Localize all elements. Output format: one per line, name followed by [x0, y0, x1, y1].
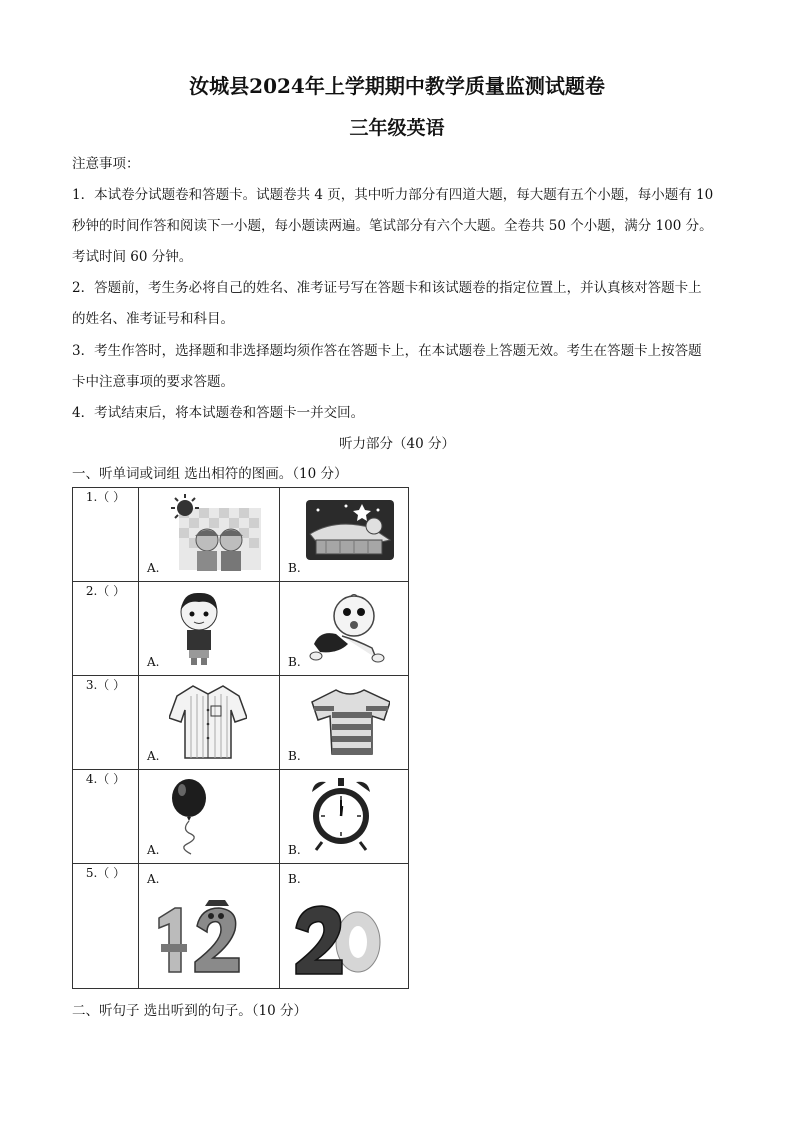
option-b-label: B. [288, 561, 301, 575]
notice-line: 3．考生作答时，选择题和非选择题均须作答在答题卡上，在本试题卷上答题无效。考生在答题卡上按答题 [72, 343, 702, 359]
option-a-label: A. [147, 749, 160, 763]
notice-line: 1．本试卷分试题卷和答题卡。试题卷共 4 页，其中听力部分有四道大题，每大题有五个小题，每小题有 10 [72, 187, 714, 203]
number-twelve-icon [151, 900, 247, 980]
option-b-label: B. [288, 872, 301, 886]
notice-line: 2．答题前，考生务必将自己的姓名、准考证号写在答题卡和该试题卷的指定位置上，并认真核对答题卡上 [72, 280, 702, 296]
question-number: 3.（ ） [73, 676, 139, 770]
option-b-label: B. [288, 749, 301, 763]
notice-line: 秒钟的时间作答和阅读下一小题，每小题读两遍。笔试部分有六个大题。全卷共 50 个小题，满分 100 分。 [72, 218, 713, 234]
table-row [73, 582, 409, 676]
option-a-cell[interactable] [139, 582, 280, 676]
part-two-title: 二、听句子 选出听到的句子。（10 分） [72, 1003, 308, 1019]
option-b-cell[interactable] [280, 488, 409, 582]
option-b-cell[interactable] [280, 676, 409, 770]
table-row [73, 770, 409, 864]
balloon-icon [169, 778, 213, 856]
t-shirt-icon [310, 688, 390, 756]
table-row [73, 864, 409, 989]
boy-icon [167, 590, 231, 666]
question-number: 4.（ ） [73, 770, 139, 864]
question-number: 2.（ ） [73, 582, 139, 676]
option-a-label: A. [147, 872, 160, 886]
option-a-cell[interactable] [139, 676, 280, 770]
option-a-label: A. [147, 655, 160, 669]
notice-line: 4．考试结束后，将本试题卷和答题卡一并交回。 [72, 405, 365, 421]
part-one-title: 一、听单词或词组 选出相符的图画。（10 分） [72, 466, 348, 482]
question-table [72, 487, 409, 989]
option-a-label: A. [147, 843, 160, 857]
baby-icon [306, 592, 390, 664]
option-a-label: A. [147, 561, 160, 575]
question-number: 1.（ ） [73, 488, 139, 582]
option-b-cell[interactable] [280, 582, 409, 676]
question-number: 5.（ ） [73, 864, 139, 989]
alarm-clock-icon [308, 776, 374, 852]
page-title: 汝城县2024年上学期期中教学质量监测试题卷 [189, 74, 605, 98]
option-b-cell[interactable] [280, 864, 409, 989]
option-b-cell[interactable] [280, 770, 409, 864]
section-title-listening: 听力部分（40 分） [339, 436, 455, 452]
table-row [73, 676, 409, 770]
option-b-label: B. [288, 843, 301, 857]
page-subtitle: 三年级英语 [349, 117, 445, 139]
option-b-label: B. [288, 655, 301, 669]
notice-line: 卡中注意事项的要求答题。 [72, 374, 234, 390]
shirt-icon [169, 682, 247, 760]
option-a-cell[interactable] [139, 488, 280, 582]
notice-line: 的姓名、准考证号和科目。 [72, 311, 234, 327]
option-a-cell[interactable] [139, 770, 280, 864]
option-a-cell[interactable] [139, 864, 280, 989]
notice-heading: 注意事项： [72, 156, 140, 172]
sleeping-in-bed-icon [306, 496, 396, 566]
number-twenty-icon [294, 902, 382, 976]
table-row [73, 488, 409, 582]
notice-line: 考试时间 60 分钟。 [72, 249, 193, 265]
sunny-kids-icon [169, 494, 264, 572]
